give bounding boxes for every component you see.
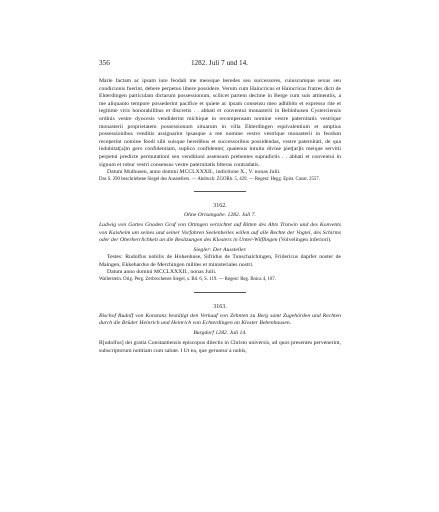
running-title: 1282. Juli 7 und 14. [190, 59, 249, 67]
doc-continuation-datum: Datum Mulhusen, anno domini MCCLXXXII., indictione X., V. nonas Julii. [107, 169, 281, 176]
doc-number-3163: 3163. [213, 303, 227, 310]
doc-datum-3162: Datum anno domini MCCLXXXII., nonas Julii. [107, 269, 217, 276]
doc-regest-3162 [99, 222, 341, 245]
page-content [99, 78, 341, 356]
doc-place-date-3162: Ohne Ortsangabe. 1282. Juli 7. [184, 212, 256, 219]
page-number: 356 [99, 59, 110, 67]
doc-sealer-3162: Siegler: Der Aussteller. [193, 246, 247, 253]
doc-continuation-body: Marie factam ac ipsam iure feodali me meosque heredes seu successores, cuiuscumque sexus seu condicionis fuerint, debere perpetuo libere possidere. Verum cum Haincricus et Haincricus fratres dicti de Ehterdingen particulam dictarum possessionum, scilicet partem decime in Berge cum suis attinentiis, a me aliquanto tempore possederint pacifice et quiete ac ipsam consensu meo adhibito et expresso rite et legitime viris honorabilibus et discretis . . abbati et conventui monasterii in Bebinhusen Cysterciensis ordinis vestre dyocesis vendiderint michique in recompensam nomine vestre paternitatis vestrique monasterii proprietatem possessionum situarum in villa Ehterdingen equivalentium et amplius possessionibus venditis assignarint ipsasque a me nomine vestro vestrique monasterii in feodum receperint nomine feodi sibi suisque heredibus et successoribus possidendas, vestre paternitati, de qua indubitat[a]m gero confidentiam, suplico confidenter, quatenus intuitu divine piet[at]is meique servitii perpetui predicte permutationi seu venditioni assensum prebentes supradictis . . abbati et conventui in signum et robur vestri consensus vestre paternitatis litteras contradatis. [99, 78, 341, 168]
doc-body-3163: R[udolfus] dei gratia Constantiensis episcopus dilectis in Christo universis, ad quos presentes pervenerint, subscriptorum notitiam cum salute. ‖ Ut ea, que geruntur a nobis, [99, 340, 341, 355]
page-header [99, 57, 340, 69]
doc-regest-3162-text: Ludwig von Gottes Gnaden Graf von Ottingen verzichtet auf Bitten des Abts Trutwin und des Konvents von Kaisheim um seines und seiner Vorfahren Seelenheiles willen auf alle Rechte der Vogtei, des Schirms oder der Oberherrlichkeit an die Besitzungen des Klosters in Unter-Wilflingen [99, 221, 341, 244]
section-divider [194, 191, 246, 192]
doc-number-3162: 3162. [213, 203, 227, 210]
section-divider [194, 292, 246, 293]
doc-regest-3162-tail: (Volvelingen inferiori). [277, 237, 332, 244]
doc-place-date-3163: Burgdorf 1282. Juli 14. [193, 329, 247, 336]
doc-regest-3163: Bischof Rudolf von Konstanz bestätigt den Verkauf von Zehnten zu Berg samt Zugehörden und Rechten durch die Brüder Heinrich und Heinrich von Echterdingen an Kloster Bebenhausen. [99, 312, 341, 327]
doc-testes-3162: Testes: Rudolfus nobilis de Hohenhuse, Sifridus de Tunschalchingen, Fridericus dapifer noster de Maingen, Ekkehardus de Merchingen milites et ministeriales nostri. [99, 254, 341, 268]
doc-note-3162: Wallerstein. Orig. Perg. Zerbrochenes Siegel, s. Bd. 6, S. 119. — Regest: Reg. Boica 4, 187. [99, 277, 276, 283]
doc-continuation-note: Das S. 290 beschriebene Siegel des Ausstellers. — Abdruck: ZGORh. 5, 429. — Regest: Hegg. Epist. Const. 2557. [99, 176, 320, 182]
